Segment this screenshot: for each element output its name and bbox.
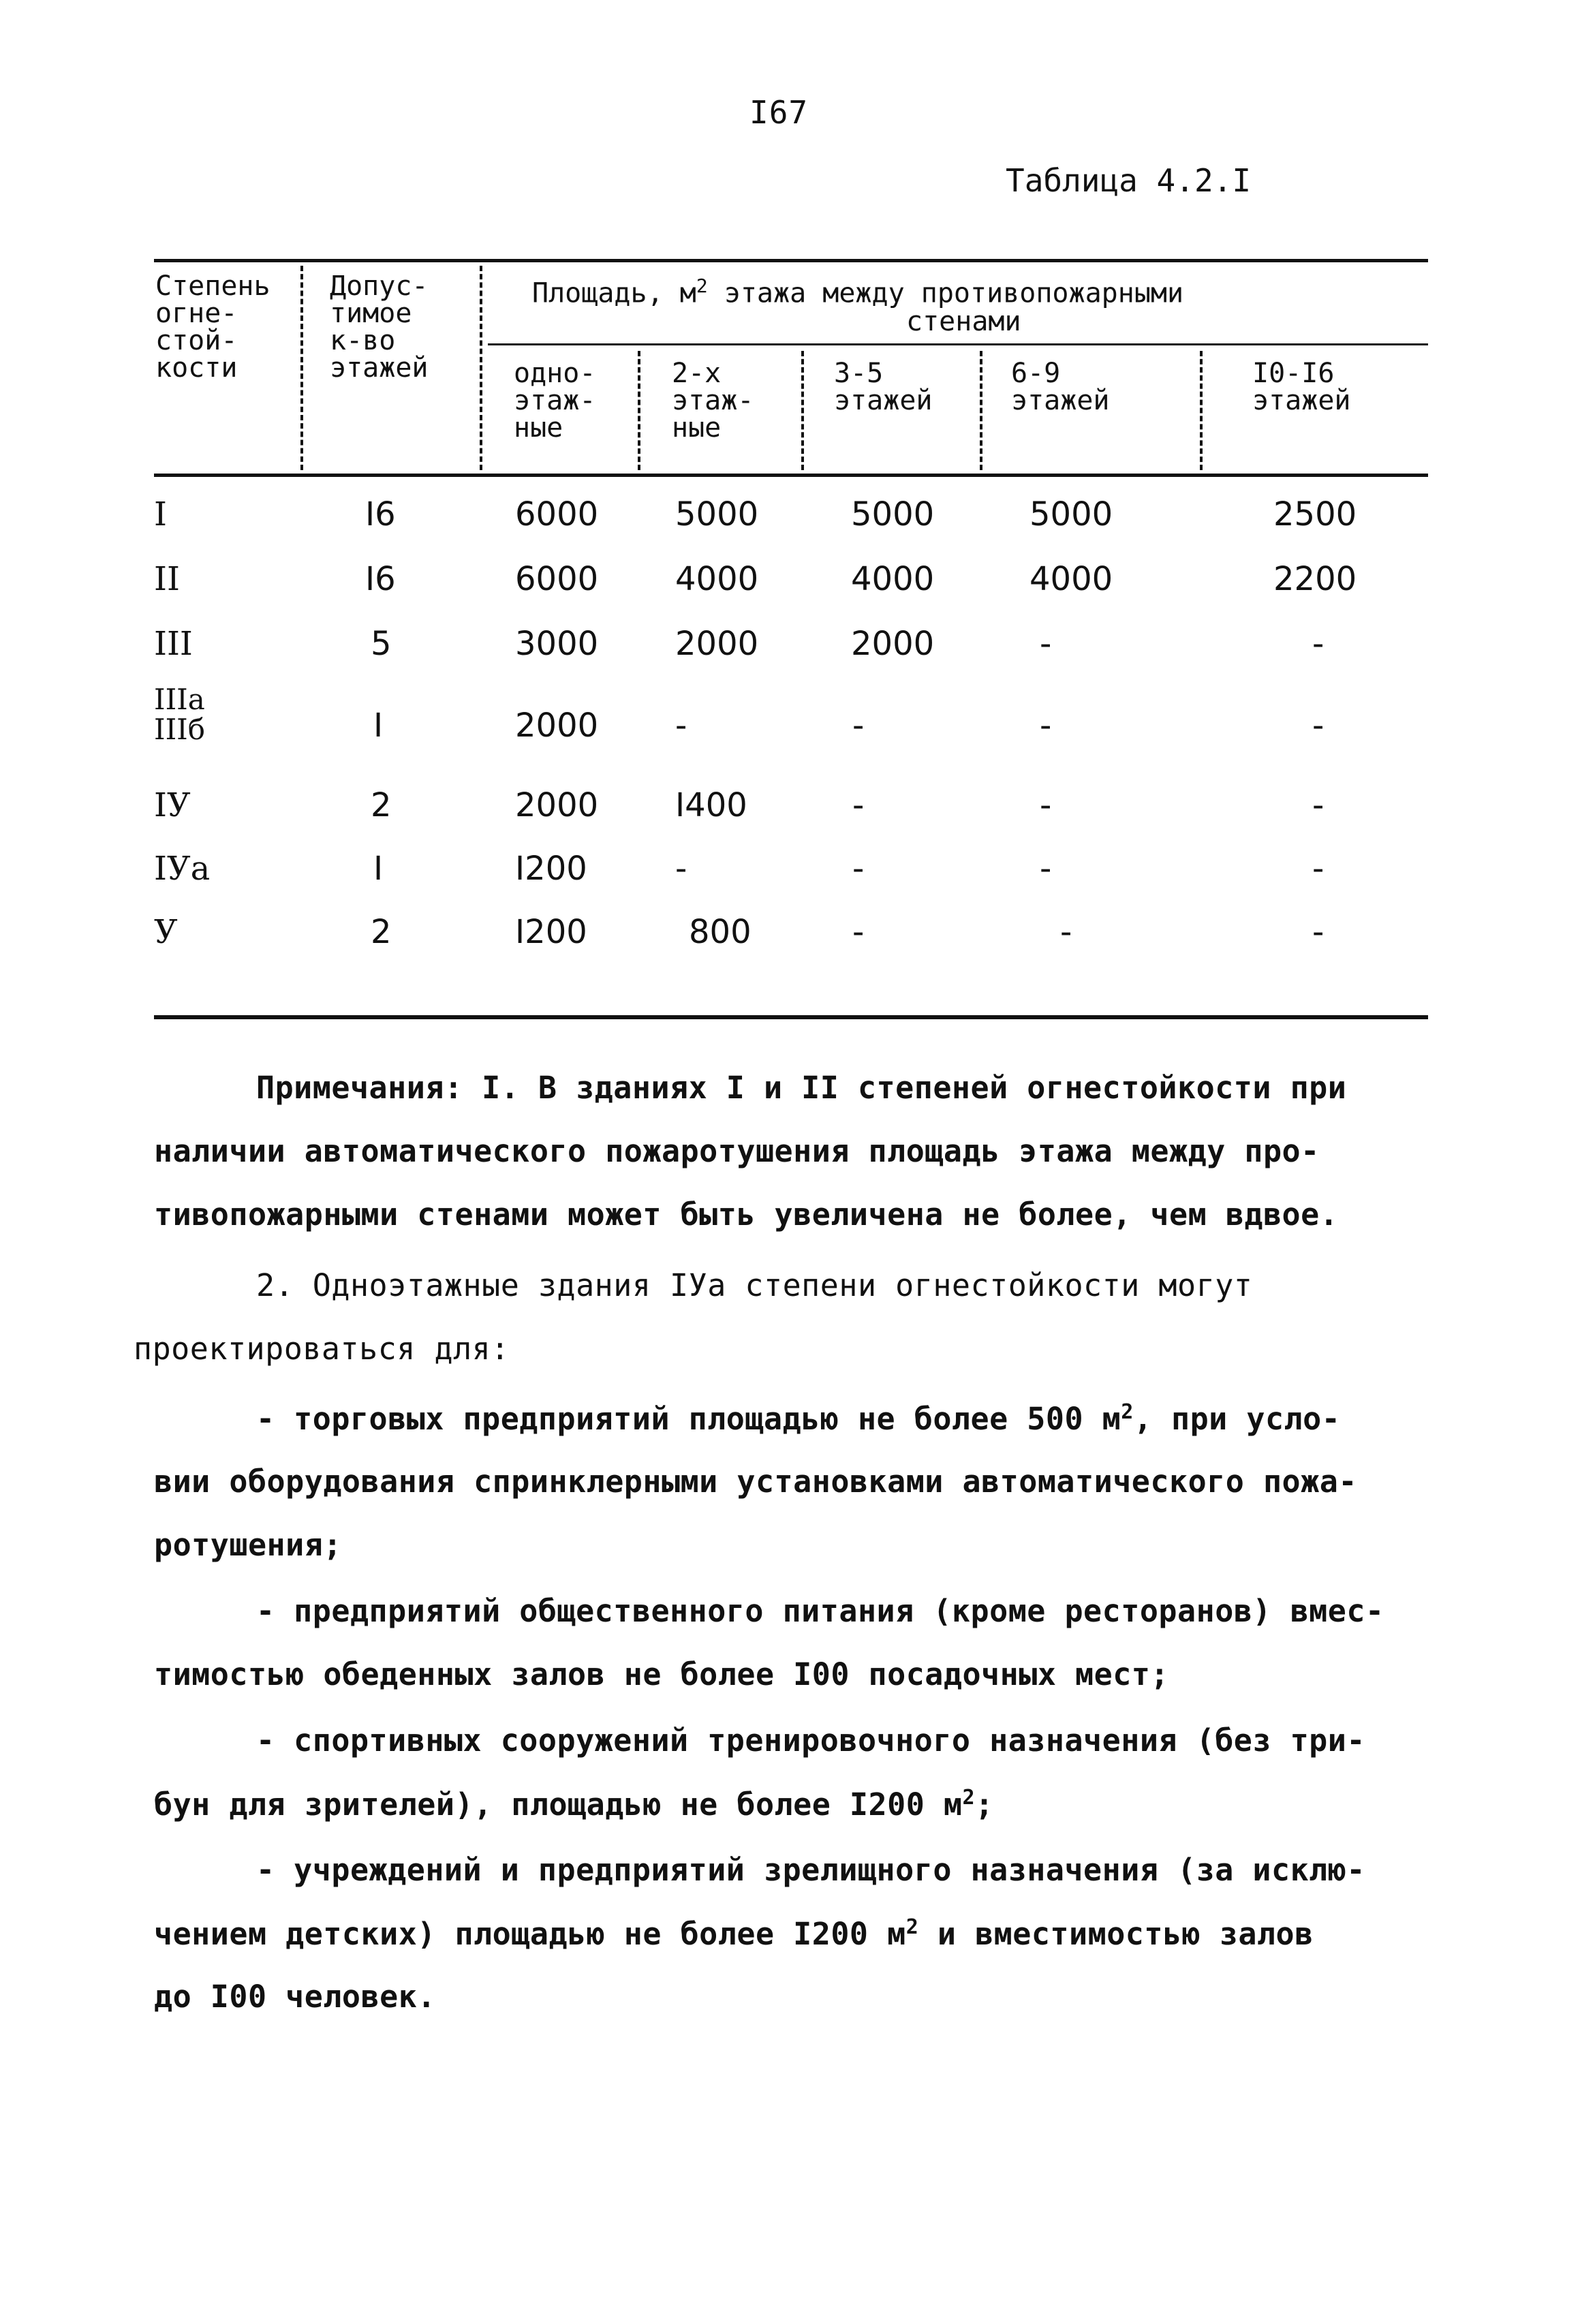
- bullet-sports-line: [154, 1786, 994, 1823]
- table-row: [154, 785, 1428, 826]
- cell-value: -: [1312, 850, 1325, 888]
- header-3-5-storeys: 3-5 этажей: [834, 358, 933, 416]
- header-area: [532, 273, 1183, 307]
- cell-value: 3000: [515, 625, 599, 663]
- header-one-storey: одно- этаж- ные: [514, 358, 596, 444]
- cell-value: -: [1312, 707, 1325, 745]
- table-label: Таблица 4.2.I: [1006, 162, 1252, 199]
- note-2-line: проектироваться для:: [134, 1331, 510, 1367]
- bullet-entertainment-line: до I00 человек.: [154, 1979, 436, 2015]
- cell-value: I200: [515, 913, 587, 951]
- cell-value: 5000: [1029, 495, 1113, 533]
- cell-value: 2000: [515, 707, 599, 745]
- cell-degree: IУ: [154, 786, 191, 824]
- header-area-suffix: этажа между противопожарными: [707, 277, 1184, 309]
- cell-value: I400: [675, 786, 747, 824]
- superscript: 2: [905, 1915, 919, 1939]
- header-6-9-storeys: 6-9 этажей: [1011, 358, 1110, 416]
- header-divider: [638, 351, 640, 470]
- cell-value: -: [1060, 913, 1072, 951]
- cell-degree: IУа: [154, 850, 211, 888]
- cell-value: -: [1040, 625, 1052, 663]
- header-two-storey: 2-х этаж- ные: [672, 358, 754, 444]
- cell-value: 2000: [515, 786, 599, 824]
- cell-floors: I: [373, 850, 384, 888]
- cell-floors: I6: [365, 495, 396, 533]
- table-row: [154, 494, 1428, 535]
- cell-value: I200: [515, 850, 587, 888]
- header-divider: [801, 351, 804, 470]
- cell-value: -: [1040, 786, 1052, 824]
- bullet-catering-line: тимостью обеденных залов не более I00 посадочных мест;: [154, 1656, 1169, 1692]
- bullet-trade-text-end: , при усло-: [1133, 1401, 1341, 1437]
- cell-value: 2000: [851, 625, 935, 663]
- cell-value: 5000: [851, 495, 935, 533]
- superscript: 2: [962, 1786, 976, 1810]
- cell-floors: 5: [371, 625, 392, 663]
- superscript: 2: [1121, 1400, 1134, 1424]
- cell-degree: I: [154, 495, 167, 533]
- header-area-sup: 2: [696, 275, 708, 297]
- cell-degree: У: [154, 913, 178, 951]
- cell-degree: II: [154, 560, 180, 598]
- header-area-prefix: Площадь, м: [532, 277, 696, 309]
- table-bottom-rule: [154, 1015, 1428, 1019]
- header-floors: Допус- тимое к-во этажей: [330, 270, 429, 384]
- header-divider: [300, 266, 303, 470]
- table-row: [154, 623, 1428, 664]
- cell-value: 6000: [515, 560, 599, 598]
- note-2-line: 2. Одноэтажные здания IУа степени огнестойкости могут: [256, 1267, 1253, 1303]
- cell-value: 2200: [1273, 560, 1357, 598]
- cell-value: 6000: [515, 495, 599, 533]
- cell-value: 4000: [675, 560, 759, 598]
- cell-floors: I6: [365, 560, 396, 598]
- cell-value: -: [675, 850, 687, 888]
- cell-value: -: [852, 913, 865, 951]
- cell-value: -: [1040, 707, 1052, 745]
- bullet-entertainment-line: - учреждений и предприятий зрелищного назначения (за исклю-: [256, 1852, 1365, 1888]
- bullet-entertainment-line: [154, 1915, 1314, 1952]
- cell-value: 2500: [1273, 495, 1357, 533]
- header-10-16-storeys: I0-I6 этажей: [1252, 358, 1351, 416]
- cell-floors: 2: [371, 786, 392, 824]
- cell-value: -: [852, 850, 865, 888]
- note-1-line: наличии автоматического пожаротушения площадь этажа между про-: [154, 1133, 1320, 1169]
- header-degree: Степень огне- стой- кости: [155, 270, 270, 384]
- cell-floors: 2: [371, 913, 392, 951]
- cell-value: -: [852, 786, 865, 824]
- cell-value: -: [675, 707, 687, 745]
- cell-value: -: [1040, 850, 1052, 888]
- table-subheader-rule: [488, 343, 1428, 345]
- header-divider: [1200, 351, 1203, 470]
- bullet-entertainment-text-end: и вместимостью залов: [918, 1916, 1314, 1952]
- cell-value: 800: [689, 913, 752, 951]
- note-1-line: тивопожарными стенами может быть увеличена не более, чем вдвое.: [154, 1196, 1339, 1233]
- table-row: [154, 912, 1428, 952]
- cell-value: 2000: [675, 625, 759, 663]
- cell-value: -: [852, 707, 865, 745]
- bullet-trade-line: ротушения;: [154, 1527, 342, 1563]
- table-top-rule: [154, 259, 1428, 262]
- cell-degree: III: [154, 625, 193, 663]
- cell-floors: I: [373, 707, 384, 745]
- bullet-sports-line: - спортивных сооружений тренировочного назначения (без три-: [256, 1722, 1365, 1759]
- table-row: [154, 559, 1428, 600]
- bullet-trade-line: [256, 1400, 1340, 1437]
- cell-value: -: [1312, 786, 1325, 824]
- bullet-trade-text: - торговых предприятий площадью не более 500 м: [256, 1401, 1121, 1437]
- note-1-line: Примечания: I. В зданиях I и II степеней огнестойкости при: [256, 1070, 1347, 1106]
- cell-value: -: [1312, 913, 1325, 951]
- page-number: I67: [749, 94, 809, 131]
- bullet-entertainment-text: чением детских) площадью не более I200 м: [154, 1916, 906, 1952]
- header-area-line2: стенами: [906, 306, 1021, 337]
- header-divider: [480, 266, 482, 470]
- table-header-rule: [154, 474, 1428, 477]
- cell-value: -: [1312, 625, 1325, 663]
- bullet-trade-line: вии оборудования спринклерными установками автоматического пожа-: [154, 1463, 1357, 1500]
- cell-value: 5000: [675, 495, 759, 533]
- cell-value: 4000: [1029, 560, 1113, 598]
- cell-degree: IIIа IIIб: [154, 683, 206, 746]
- bullet-catering-line: - предприятий общественного питания (кроме ресторанов) вмес-: [256, 1593, 1384, 1629]
- table-row: [154, 848, 1428, 889]
- cell-value: 4000: [851, 560, 935, 598]
- table-row: [154, 685, 1428, 753]
- header-divider: [980, 351, 982, 470]
- bullet-sports-text: бун для зрителей), площадью не более I200 м: [154, 1786, 963, 1823]
- bullet-sports-text-end: ;: [975, 1786, 994, 1823]
